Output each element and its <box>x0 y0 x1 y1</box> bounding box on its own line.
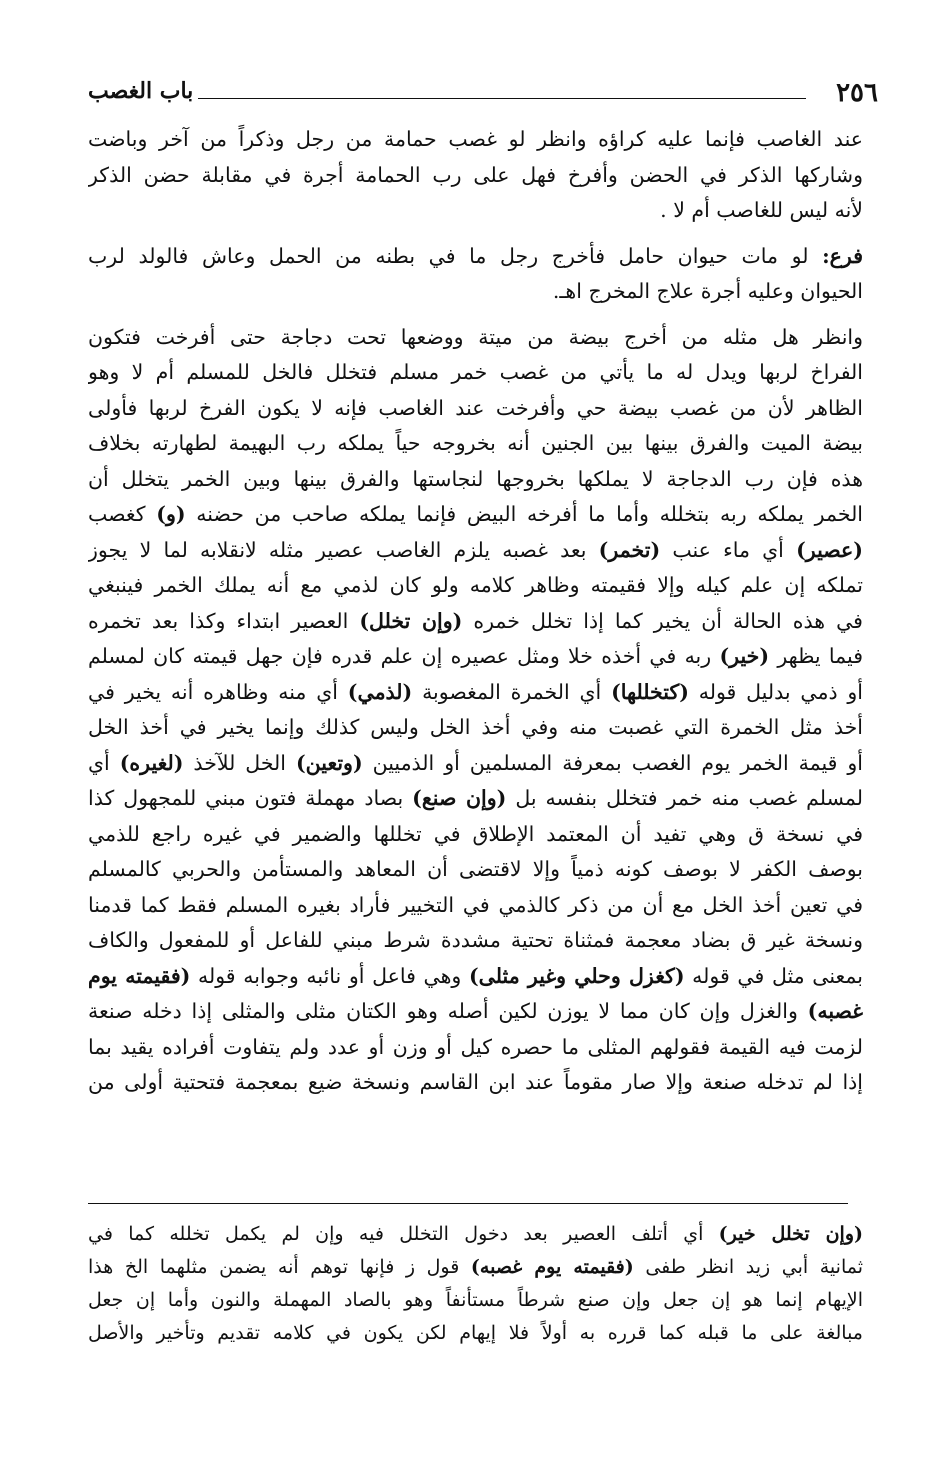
main-text-line: بوصف الكفر لا بوصف كونه ذمياً وإلا لاقتضى أن المعاهد والمستأمن والحربي كالمسلم <box>88 857 863 881</box>
paragraph-gap <box>88 229 863 239</box>
main-text-line: وشاركها الذكر في الحضن وأفرخ فهل على رب الحمامة أجرة في مقابلة حضن الذكر <box>88 162 863 187</box>
main-text-line: إذا لم تدخله صنعة وإلا صار مقوماً عند ابن القاسم ونسخة ضيع بمعجمة فتحتية أولى من <box>88 1070 863 1094</box>
footnote-line: ثمانية أبي زيد انظر طفى (فقيمته يوم غصبه) قول ز فإنها توهم أنه يضمن مثلهما الخ هذا <box>88 1256 863 1278</box>
main-text-line: عند الغاصب فإنما عليه كراؤه وانظر لو غصب حمامة من رجل وذكراً من آخر وباضت <box>88 127 863 151</box>
chapter-title: باب الغصب <box>88 78 194 104</box>
paragraph-gap <box>88 310 863 320</box>
main-text-line: بمعنى مثل في قوله (كغزل وحلي وغير مثلى) وهي فاعل أو نائبه وجوابه قوله (فقيمته يوم <box>88 963 863 988</box>
main-text-line: أو قيمة الخمر يوم الغصب بمعرفة المسلمين أو الذميين (وتعين) الخل للآخذ (لغيره) أي <box>88 750 863 775</box>
main-text-line: لمسلم غصب منه خمر فتخلل بنفسه بل (وإن صنع) بصاد مهملة فتون مبني للمجهول كذا <box>88 786 863 810</box>
main-text-line: لأنه ليس للغاصب أم لا . <box>660 198 863 222</box>
page-number: ٢٥٦ <box>836 78 878 108</box>
footnote-line: (وإن تخلل خير) أي أتلف العصير بعد دخول التخلل فيه وإن لم يكمل تخلله كما في <box>88 1223 863 1245</box>
footnote-line: مبالغة على ما قبله كما قرره به أولاً فلا إيهام لكن يكون في كلامه تقديم وتأخير والأصل <box>88 1322 863 1344</box>
main-text-line: في نسخة ق وهي تفيد أن المعتمد الإطلاق في تخللها والضمير في غيره راجع للذمي <box>88 821 863 846</box>
main-text-line: ونسخة غير ق بضاد معجمة فمثناة تحتية مشددة شرط مبني للفاعل أو للمفعول والكاف <box>88 928 863 952</box>
main-text-line: الخمر يملكه ربه بتخلله وأما ما أفرخه البيض فإنما يملكه صاحب من حضنه (و) كغصب <box>88 502 863 526</box>
main-text-line: فرع: لو مات حيوان حامل فأخرج رجل ما في بطنه من الحمل وعاش فالولد لرب <box>88 243 863 268</box>
main-text-line: فيما يظهر (خير) ربه في أخذه خلا ومثل عصيره إن علم قدره فإن جهل قيمته كان لمسلم <box>88 644 863 668</box>
main-text-line: في تعين أخذ الخل مع أن من ذكر كالذمي في التخيير فأراد بغيره المسلم فقط كما قدمنا <box>88 892 863 917</box>
main-text-line: تملكه إن علم كيله وإلا فقيمته وظاهر كلامه ولو كان لذمي مع أنه يملك الخمر فينبغي <box>88 573 863 597</box>
footnote-divider <box>88 1203 848 1204</box>
main-text-line: الظاهر لأن من غصب بيضة حي وأفرخت عند الغاصب فإنه لا يكون الفرخ لربها فأولى <box>88 395 863 420</box>
main-text-line: أو ذمي بدليل قوله (كتخللها) أي الخمرة المغصوبة (لذمي) أي منه وظاهره أنه يخير في <box>88 679 863 704</box>
main-text-line: الحيوان وعليه أجرة علاج المخرج اهـ. <box>552 279 863 303</box>
main-text <box>88 122 863 1101</box>
main-text-line: (عصير) أي ماء عنب (تخمر) بعد غصبه يلزم الغاصب عصير مثله لانقلابه لما لا يجوز <box>88 537 863 562</box>
main-text-line: غصبه) والغزل وإن كان مما لا يوزن لكين أصله وهو الكتان مثلى والمثلى إذا دخله صنعة <box>88 999 863 1023</box>
main-text-line: هذه فإن رب الدجاجة لا يملكها بخروجها لنجاستها والفرق بينها وبين الخمر يتخلل أن <box>88 466 863 491</box>
footnote-text <box>88 1218 863 1350</box>
page-header <box>88 78 878 118</box>
main-text-line: وانظر هل مثله من أخرج بيضة من ميتة ووضعها تحت دجاجة حتى أفرخت فتكون <box>88 324 863 349</box>
footnote-line: الإيهام إنما هو إن جعل وإن صنع شرطاً مستأنفاً وهو بالصاد المهملة والنون وأما إن جعل <box>88 1289 863 1311</box>
main-text-line: الفراخ لربها ويدل له ما يأتي من غصب خمر مسلم فتخلل فالخل للمسلم أم لا وهو <box>88 360 863 384</box>
main-text-line: أخذ مثل الخمرة التي غصبت منه وفي أخذ الخل وليس كذلك وإنما يخير في أخذ الخل <box>88 715 863 739</box>
main-text-line: بيضة الميت والفرق بينها بين الجنين أنه بخروجه حياً يملكه رب البهيمة لطهارته بخلاف <box>88 431 863 455</box>
main-text-line: لزمت فيه القيمة فقولهم المثلى ما حصره كيل أو وزن أو عدد ولم يتفاوت أفراده يقيد بما <box>88 1034 863 1059</box>
main-text-line: في هذه الحالة أن يخير كما إذا تخلل خمره (وإن تخلل) العصير ابتداء وكذا بعد تخمره <box>88 608 863 633</box>
header-rule <box>198 98 806 99</box>
